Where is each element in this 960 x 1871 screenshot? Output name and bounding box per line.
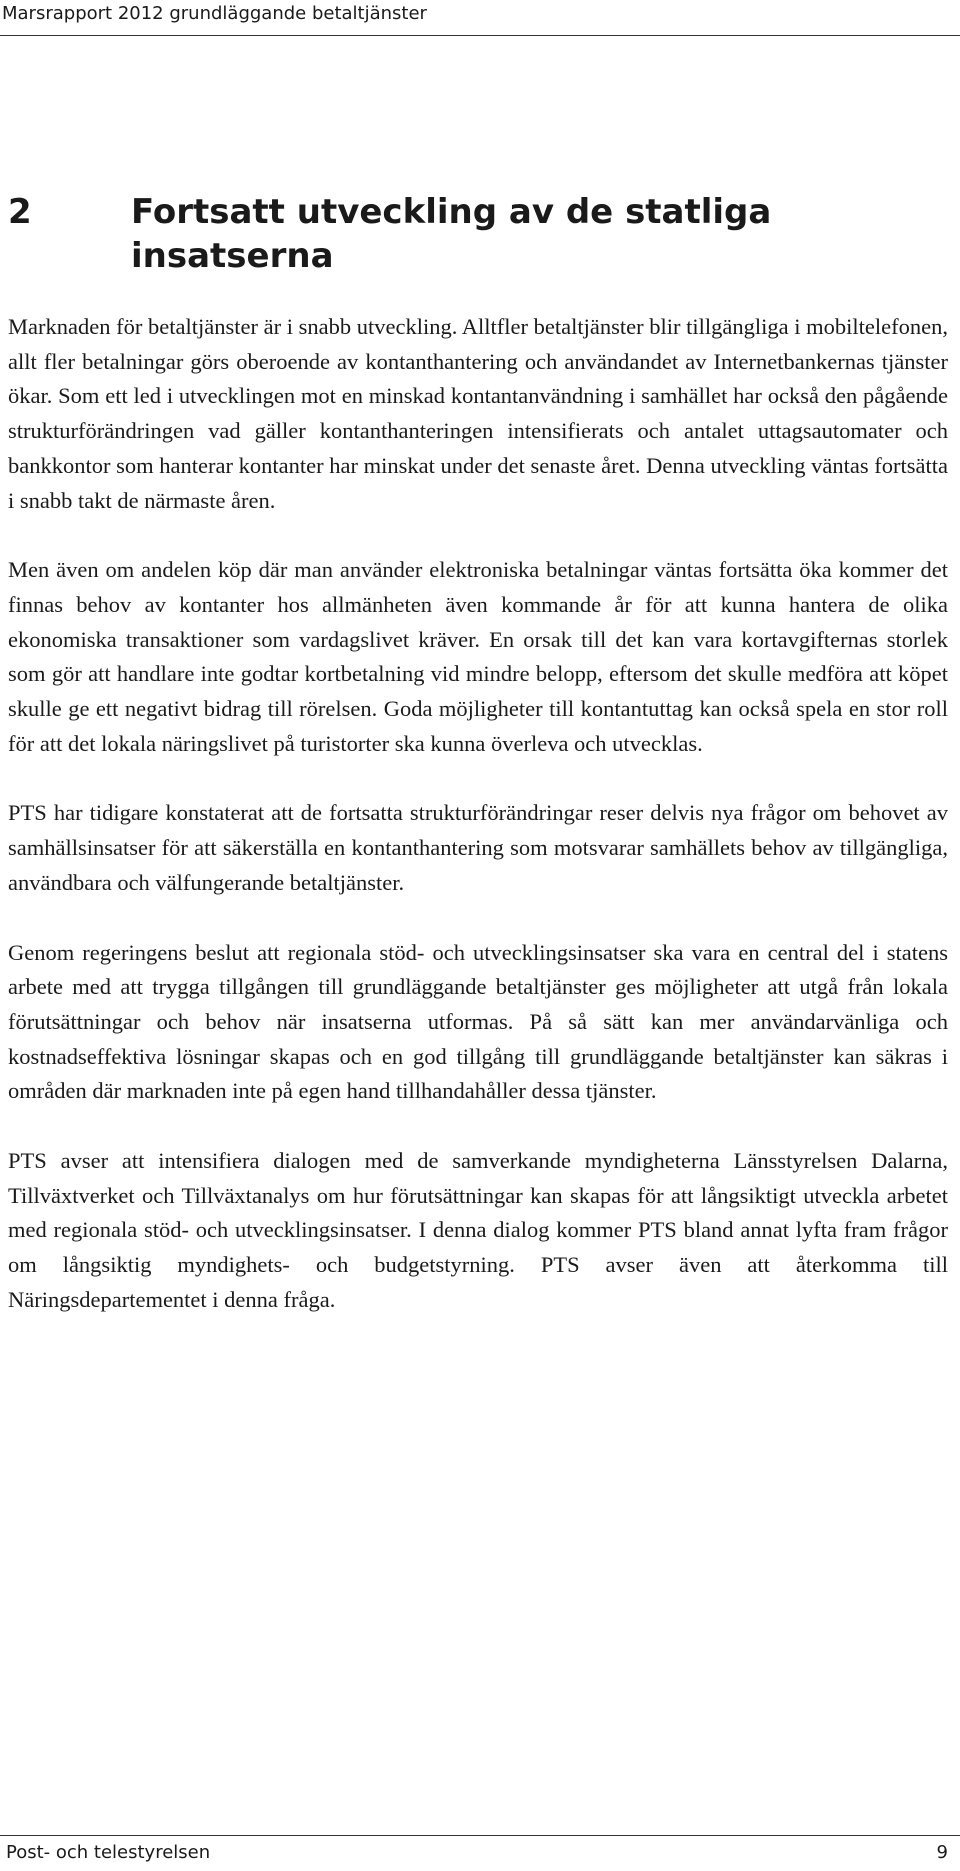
running-footer <box>0 1835 960 1871</box>
body-text <box>8 310 948 1353</box>
chapter-title: Fortsatt utveckling av de statliga insatserna <box>131 192 772 276</box>
paragraph: Genom regeringens beslut att regionala stöd- och utvecklingsinsatser ska vara en central del i statens arbete med att trygga tillgången till grundläggande betaltjänster ges möjligheter att utgå från lokala förutsättningar och behov när insatserna utformas. På så sätt kan mer användarvänliga och kostnadseffektiva lösningar skapas och en god tillgång till grundläggande betaltjänster kan säkras i områden där marknaden inte på egen hand tillhandahåller dessa tjänster. <box>8 939 948 1104</box>
footer-organization: Post- och telestyrelsen <box>6 1842 211 1863</box>
paragraph: PTS har tidigare konstaterat att de fortsatta strukturförändringar reser delvis nya frågor om behovet av samhällsinsatser för att säkerställa en kontanthantering som motsvarar samhällets behov av tillgängliga, användbara och välfungerande betaltjänster. <box>8 800 948 895</box>
chapter-heading <box>8 190 948 278</box>
document-title: Marsrapport 2012 grundläggande betaltjänster <box>2 3 427 24</box>
running-header <box>0 0 960 36</box>
page-number: 9 <box>936 1842 948 1863</box>
paragraph: PTS avser att intensifiera dialogen med de samverkande myndigheterna Länsstyrelsen Dalarna, Tillväxtverket och Tillväxtanalys om hur förutsättningar kan skapas för att långsiktigt utveckla arbetet med regionala stöd- och utvecklingsinsatser. I denna dialog kommer PTS bland annat lyfta fram frågor om långsiktig myndighets- och budgetstyrning. PTS avser även att återkomma till Näringsdepartementet i denna fråga. <box>8 1148 948 1312</box>
paragraph: Marknaden för betaltjänster är i snabb utveckling. Alltfler betaltjänster blir tillgängliga i mobiltelefonen, allt fler betalningar görs oberoende av kontanthantering och användandet av Internetbankernas tjänster ökar. Som ett led i utvecklingen mot en minskad kontantanvändning i samhället har också den pågående strukturförändringen vad gäller kontanthanteringen intensifierats och antalet uttagsautomater och bankkontor som hanterar kontanter har minskat under det senaste året. Denna utveckling väntas fortsätta i snabb takt de närmaste åren. <box>8 314 948 513</box>
paragraph: Men även om andelen köp där man använder elektroniska betalningar väntas fortsätta öka kommer det finnas behov av kontanter hos allmänheten även kommande år för att kunna hantera de olika ekonomiska transaktioner som vardagslivet kräver. En orsak till det kan vara kortavgifternas storlek som gör att handlare inte godtar kortbetalning vid mindre belopp, eftersom det skulle medföra att köpet skulle ge ett negativt bidrag till rörelsen. Goda möjligheter till kontantuttag kan också spela en stor roll för att det lokala näringslivet på turistorter ska kunna överleva och utvecklas. <box>8 557 948 756</box>
chapter-number: 2 <box>8 192 32 232</box>
